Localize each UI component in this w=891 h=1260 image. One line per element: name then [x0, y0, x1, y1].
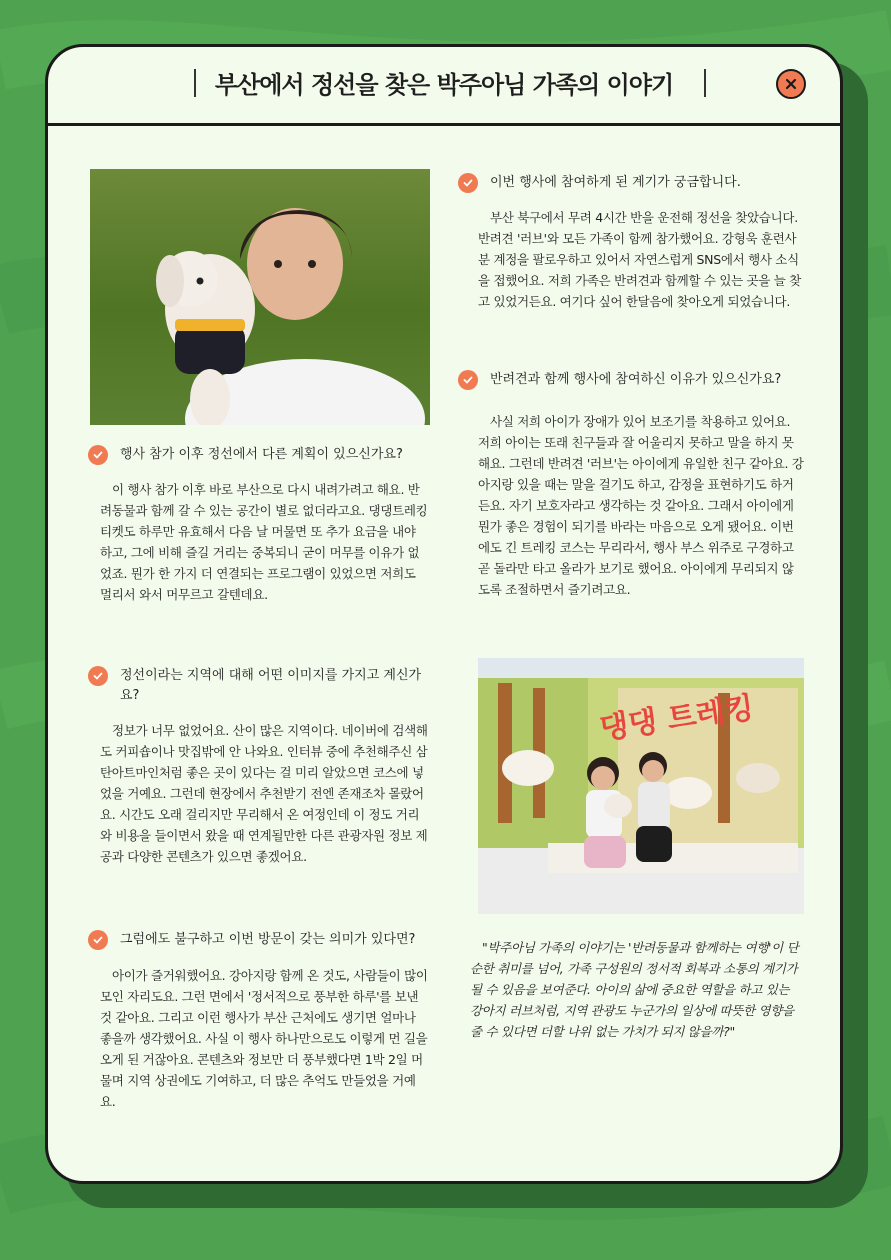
answer-with-dog: 사실 저희 아이가 장애가 있어 보조기를 착용하고 있어요. 저희 아이는 또래 친구들과 잘 어울리지 못하고 말을 하지 못해요. 그런데 반려견 '러브'는 아이에게 유일한 친구 같아요. 강아지랑 있을 때는 말을 걸기도 하고, 감정을 표현하기도 하거든요. 자기 보호자라고 생각하는 것 같아요. 그래서 아이에게 뭔가 좋은 경험이 되기를 바라는 마음으로 오게 됐어요. 이번에도 긴 트레킹 코스는 무리라서, 행사 부스 위주로 구경하고 곧 돌라만 타고 올라가 보기로 했어요. 아이에게 무리되지 않도록 조절하면서 즐기려고요.	[478, 414, 804, 597]
question-after-event	[88, 445, 448, 465]
title-divider-right	[704, 69, 706, 97]
check-circle-icon	[88, 445, 108, 465]
answer-after-event: 이 행사 참가 이후 바로 부산으로 다시 내려가려고 해요. 반려동물과 함께 갈 수 있는 공간이 별로 없더라고요. 댕댕트레킹 티켓도 하루만 유효해서 다음 날 머물면 또 추가 요금을 내야 하고, 그에 비해 즐길 거리는 중복되니 굳이 머무를 이유가 없었죠. 뭔가 한 가지 더 연결되는 프로그램이 있었으면 저희도 멀리서 와서 머무르고 갈텐데요.	[100, 482, 428, 602]
answer-meaning: 아이가 즐거워했어요. 강아지랑 함께 온 것도, 사람들이 많이 모인 자리도요. 그런 면에서 '정서적으로 풍부한 하루'를 보낸 것 같아요. 그리고 이런 행사가 부산 근처에도 생기면 얼마나 좋을까 생각했어요. 사실 이 행사 하나만으로도 이렇게 먼 길을 오게 된 거잖아요. 콘텐츠와 정보만 더 풍부했다면 1박 2일 머물며 지역 상권에도 기여하고, 더 많은 추억도 만들었을 거예요.	[100, 968, 428, 1109]
question-text: 이번 행사에 참여하게 된 계기가 궁금합니다.	[490, 175, 741, 190]
closing-quote: "박주아님 가족의 이야기는 '반려동물과 함께하는 여행'이 단순한 취미를 넘어, 가족 구성원의 정서적 회복과 소통의 계기가 될 수 있음을 보여준다. 아이의 삶에 중요한 역할을 하고 있는 강아지 러브처럼, 지역 관광도 누군가의 일상에 따뜻한 영향을 줄 수 있다면 더할 나위 없는 가치가 되지 않을까?"	[470, 940, 799, 1039]
check-circle-icon	[88, 666, 108, 686]
question-text: 행사 참가 이후 정선에서 다른 계획이 있으신가요?	[120, 447, 403, 462]
close-icon	[785, 78, 797, 90]
question-text: 그럼에도 불구하고 이번 방문이 갖는 의미가 있다면?	[120, 932, 416, 947]
answer-jeongseon-image: 정보가 너무 없었어요. 산이 많은 지역이다. 네이버에 검색해도 커피숍이나 맛집밖에 안 나와요. 인터뷰 중에 추천해주신 삼탄아트마인처럼 좋은 곳이 있다는 걸 미리 알았으면 코스에 넣었을 거예요. 그런데 현장에서 추천받기 전엔 존재조차 몰랐어요. 시간도 오래 걸리지만 무리해서 온 여정인데 이 정도 거리와 비용을 들이면서 왔을 때 연계될만한 다른 관광자원 정보 제공과 다양한 콘텐츠가 있으면 좋겠어요.	[100, 723, 428, 864]
question-participation-reason	[458, 173, 808, 193]
question-with-dog	[458, 370, 808, 390]
title-bar	[48, 47, 840, 126]
page-title: 부산에서 정선을 찾은 박주아님 가족의 이야기	[214, 71, 674, 99]
check-circle-icon	[458, 173, 478, 193]
question-text: 정선이라는 지역에 대해 어떤 이미지를 가지고 계신가요?	[120, 668, 422, 703]
check-circle-icon	[88, 930, 108, 950]
close-button[interactable]	[776, 69, 806, 99]
question-text: 반려견과 함께 행사에 참여하신 이유가 있으신가요?	[490, 372, 782, 387]
answer-participation-reason: 부산 북구에서 무려 4시간 반을 운전해 정선을 찾았습니다. 반려견 '러브'와 모든 가족이 함께 참가했어요. 강형욱 훈련사분 계정을 팔로우하고 있어서 자연스럽게 SNS에서 행사 소식을 접했어요. 저희 가족은 반려견과 함께할 수 있는 곳을 늘 찾고 있었거든요. 여기다 싶어 한달음에 찾아오게 되었습니다.	[478, 210, 802, 309]
check-circle-icon	[458, 370, 478, 390]
photo-family-banner	[478, 658, 804, 914]
photo-girl-with-dog	[90, 169, 430, 425]
banner-text: 댕댕 트레킹	[597, 690, 757, 747]
question-jeongseon-image	[88, 666, 428, 706]
article-card	[45, 44, 843, 1184]
question-meaning	[88, 930, 448, 950]
